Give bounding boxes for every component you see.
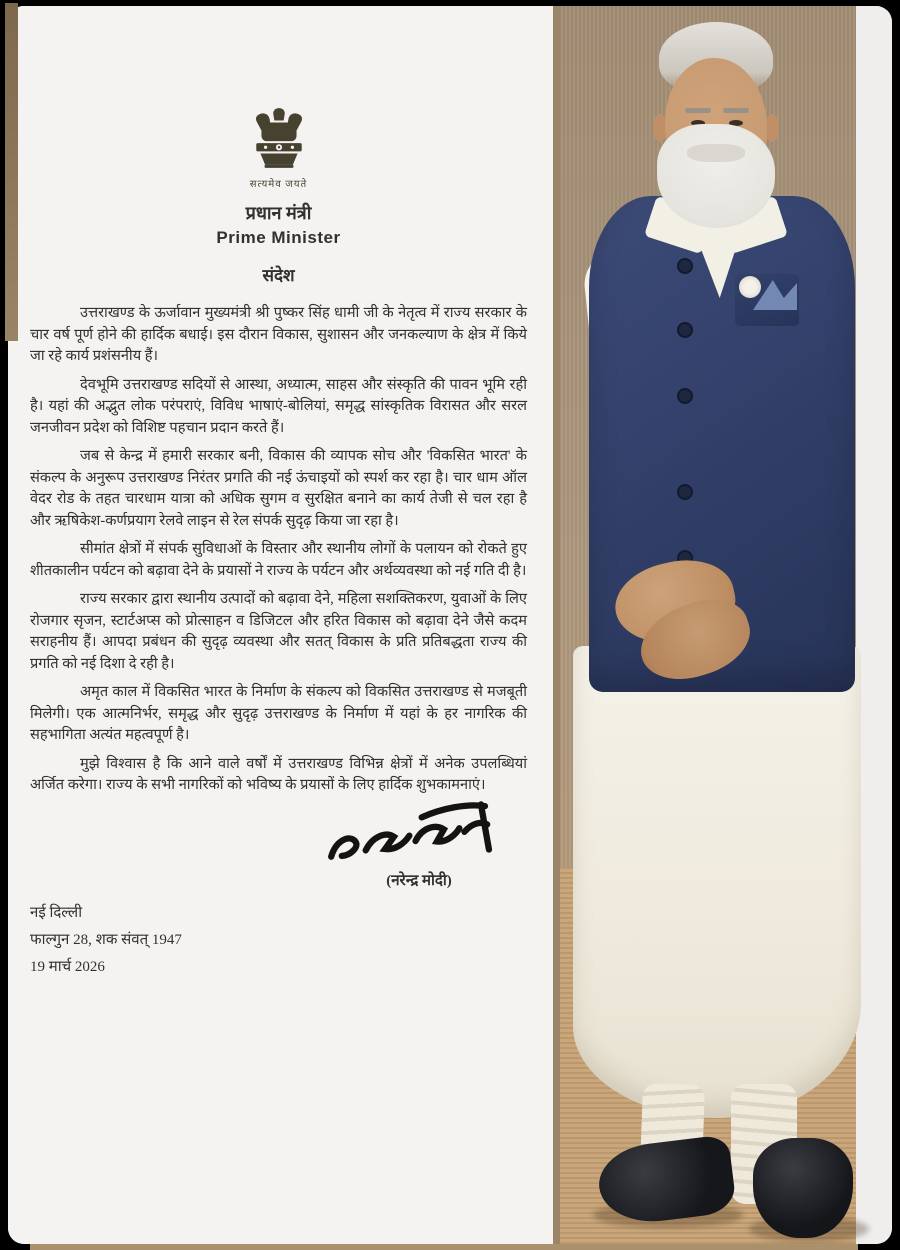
date-saka: फाल्गुन 28, शक संवत् 1947 [30,931,182,948]
background-tan-strip [30,1243,858,1250]
place: नई दिल्ली [30,904,83,921]
emblem-block [30,106,527,190]
pm-photo [553,6,892,1244]
emblem-motto: सत्यमेव जयते [249,179,308,190]
vest-button [677,322,693,338]
paragraph-1: उत्तराखण्ड के ऊर्जावान मुख्यमंत्री श्री पुष्कर सिंह धामी जी के नेतृत्व में राज्य सरकार के चार वर्ष पूर्ण होने की हार्दिक बधाई। इस दौरान विकास, सुशासन और जनकल्याण के क्षेत्र में किये जा रहे कार्य प्रशंसनीय हैं। [30,305,527,364]
paragraph-4: सीमांत क्षेत्रों में संपर्क सुविधाओं के विस्तार और स्थानीय लोगों के पलायन को रोकते हुए शीतकालीन पर्यटन को बढ़ावा देने के प्रयासों ने राज्य के पर्यटन और अर्थव्यवस्था को नई गति दी है। [30,541,527,579]
signature-block [321,804,517,890]
background-photo-sliver [5,3,18,341]
paragraph-7: मुझे विश्वास है कि आने वाले वर्षों में उत्तराखण्ड विभिन्न क्षेत्रों में अनेक उपलब्धियां अर्जित करेगा। राज्य के सभी नागरिकों को भविष्य के प्रयासों के लिए हार्दिक शुभकामनाएं। [30,755,527,793]
paragraph-2: देवभूमि उत्तराखण्ड सदियों से आस्था, अध्यात्म, साहस और संस्कृति की पावन भूमि रही है। यहां की अद्भुत लोक परंपराएं, विविध भाषाएं-बोलियां, समृद्ध सांस्कृतिक विरासत और सरल जनजीवन प्रदेश को विशिष्ट पहचान प्रदान करते हैं। [30,376,527,436]
letter-card [8,6,892,1244]
pm-figure [553,6,892,1244]
signature [319,797,519,873]
paragraph-5: राज्य सरकार द्वारा स्थानीय उत्पादों को बढ़ावा देने, महिला सशक्तिकरण, युवाओं के लिए रोजगार सृजन, स्टार्टअप्स को प्रोत्साहन व डिजिटल और हरित विकास को बढ़ावा देने जैसे कदम सराहनीय हैं। आपदा प्रबंधन की सुदृढ़ व्यवस्था और सतत् विकास के प्रति प्रतिबद्धता राज्य की प्रगति को नई दिशा दे रही है। [30,591,527,672]
paragraph-6: अमृत काल में विकसित भारत के निर्माण के संकल्प को विकसित उत्तराखण्ड से मजबूती मिलेगी। एक आत्मनिर्भर, समृद्ध और सुदृढ़ उत्तराखण्ड के निर्माण में यहां के हर नागरिक की सहभागिता अत्यंत महत्वपूर्ण है। [30,684,527,743]
letter-body [30,303,527,797]
lapel-flower [739,276,761,298]
letter-page [8,6,553,1244]
paragraph-3: जब से केन्द्र में हमारी सरकार बनी, विकास की व्यापक सोच और 'विकसित भारत' के संकल्प के अनुरूप उत्तराखण्ड निरंतर प्रगति की नई ऊंचाइयों को स्पर्श कर रहा है। चार धाम ऑल वेदर रोड के तहत चारधाम यात्रा को अधिक सुगम व सुरक्षित बनाने का कार्य तेजी से चल रहा है और ऋषिकेश-कर्णप्रयाग रेलवे लाइन से रेल संपर्क सुदृढ़ किया जा रहा है। [30,448,527,529]
header-english: Prime Minister [216,228,341,247]
date-place-block [30,900,527,981]
message-title: संदेश [262,266,295,285]
mustache [687,144,745,162]
header-hindi: प्रधान मंत्री [245,203,312,223]
ashoka-emblem-icon [248,106,310,170]
vest-button [677,258,693,274]
vest-button [677,484,693,500]
photo-left-divider [553,6,560,1244]
loafer-right [753,1138,853,1238]
ear-right [765,114,779,142]
date-gregorian: 19 मार्च 2026 [30,958,105,975]
white-beard [657,124,775,228]
kurta-body [573,646,861,1118]
signatory-name: (नरेन्द्र मोदी) [386,872,452,889]
vest-button [677,388,693,404]
